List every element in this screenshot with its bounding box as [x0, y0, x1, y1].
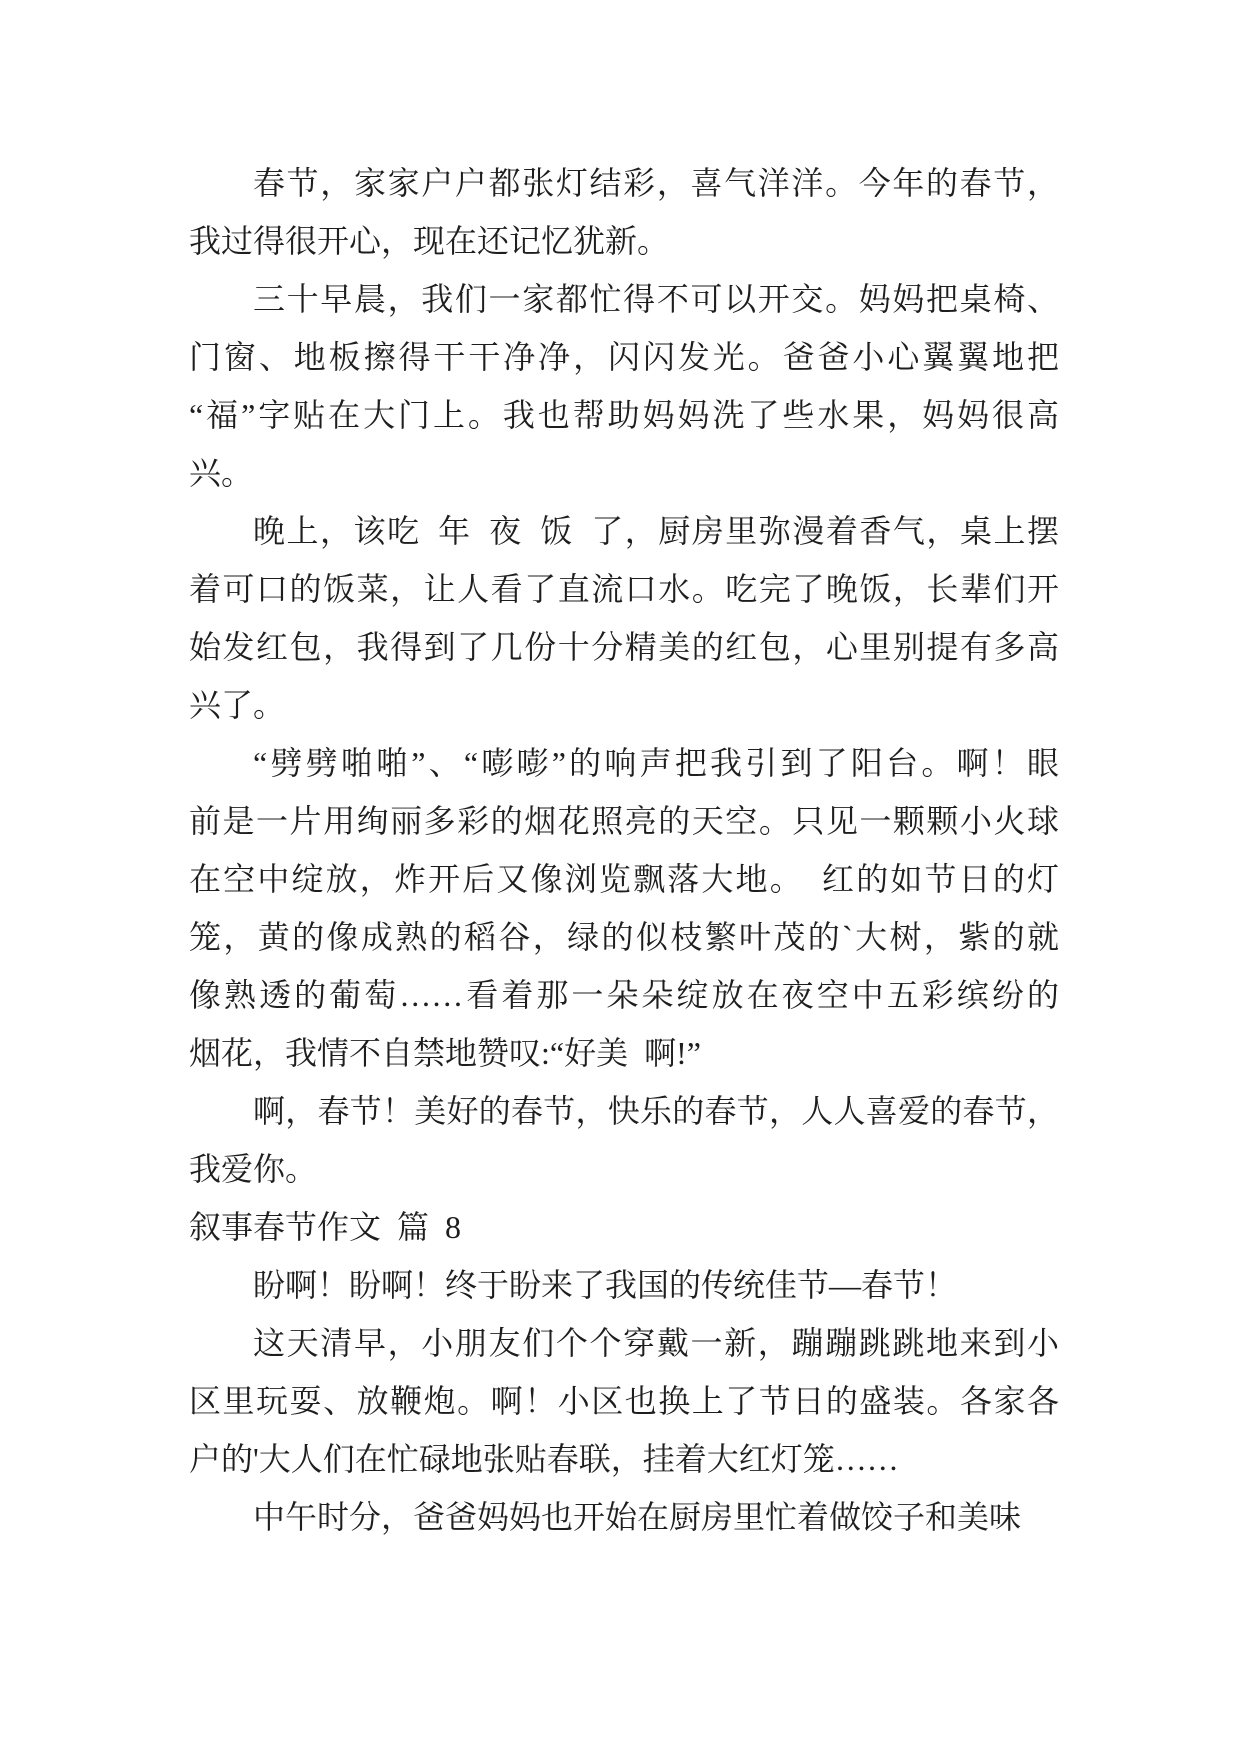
text-line: 这天清早，小朋友们个个穿戴一新，蹦蹦跳跳地来到小	[253, 1325, 1059, 1361]
text-line: 春节，家家户户都张灯结彩，喜气洋洋。今年的春节，	[253, 165, 1059, 201]
text-line: 晚上，该吃 年 夜 饭 了，厨房里弥漫着香气，桌上摆	[253, 513, 1059, 549]
text-line: 烟花，我情不自禁地赞叹:“好美 啊!”	[189, 1035, 701, 1071]
text-line: 在空中绽放，炸开后又像浏览飘落大地。 红的如节日的灯	[189, 861, 1059, 897]
paragraph	[189, 1082, 1059, 1198]
text-line: 啊，春节！美好的春节，快乐的春节，人人喜爱的春节，	[253, 1093, 1059, 1129]
paragraph	[189, 154, 1059, 270]
document-body	[189, 154, 1059, 1546]
paragraph	[189, 502, 1059, 734]
text-line: 盼啊！盼啊！终于盼来了我国的传统佳节—春节！	[253, 1267, 958, 1303]
text-line: 门窗、地板擦得干干净净，闪闪发光。爸爸小心翼翼地把	[189, 339, 1059, 375]
paragraph	[189, 1488, 1059, 1546]
text-line: 中午时分，爸爸妈妈也开始在厨房里忙着做饺子和美味	[253, 1499, 1022, 1535]
paragraph	[189, 1314, 1059, 1488]
text-line: 兴了。	[189, 687, 286, 723]
text-line: 始发红包，我得到了几份十分精美的红包，心里别提有多高	[189, 629, 1059, 665]
section-heading: 叙事春节作文 篇 8	[189, 1209, 462, 1245]
text-line: 我过得很开心，现在还记忆犹新。	[189, 223, 670, 259]
text-line: 户的'大人们在忙碌地张贴春联，挂着大红灯笼……	[189, 1441, 899, 1477]
text-line: 笼，黄的像成熟的稻谷，绿的似枝繁叶茂的`大树，紫的就	[189, 919, 1059, 955]
text-line: 前是一片用绚丽多彩的烟花照亮的天空。只见一颗颗小火球	[189, 803, 1059, 839]
paragraph	[189, 734, 1059, 1082]
paragraph	[189, 1256, 1059, 1314]
text-line: “劈劈啪啪”、“嘭嘭”的响声把我引到了阳台。啊！眼	[253, 745, 1059, 781]
paragraph	[189, 270, 1059, 502]
text-line: 区里玩耍、放鞭炮。啊！小区也换上了节日的盛装。各家各	[189, 1383, 1059, 1419]
text-line: “福”字贴在大门上。我也帮助妈妈洗了些水果，妈妈很高	[189, 397, 1059, 433]
text-line: 三十早晨，我们一家都忙得不可以开交。妈妈把桌椅、	[253, 281, 1059, 317]
text-line: 兴。	[189, 455, 254, 491]
text-line: 我爱你。	[189, 1151, 318, 1187]
text-line: 像熟透的葡萄……看着那一朵朵绽放在夜空中五彩缤纷的	[189, 977, 1059, 1013]
text-line: 着可口的饭菜，让人看了直流口水。吃完了晚饭，长辈们开	[189, 571, 1059, 607]
